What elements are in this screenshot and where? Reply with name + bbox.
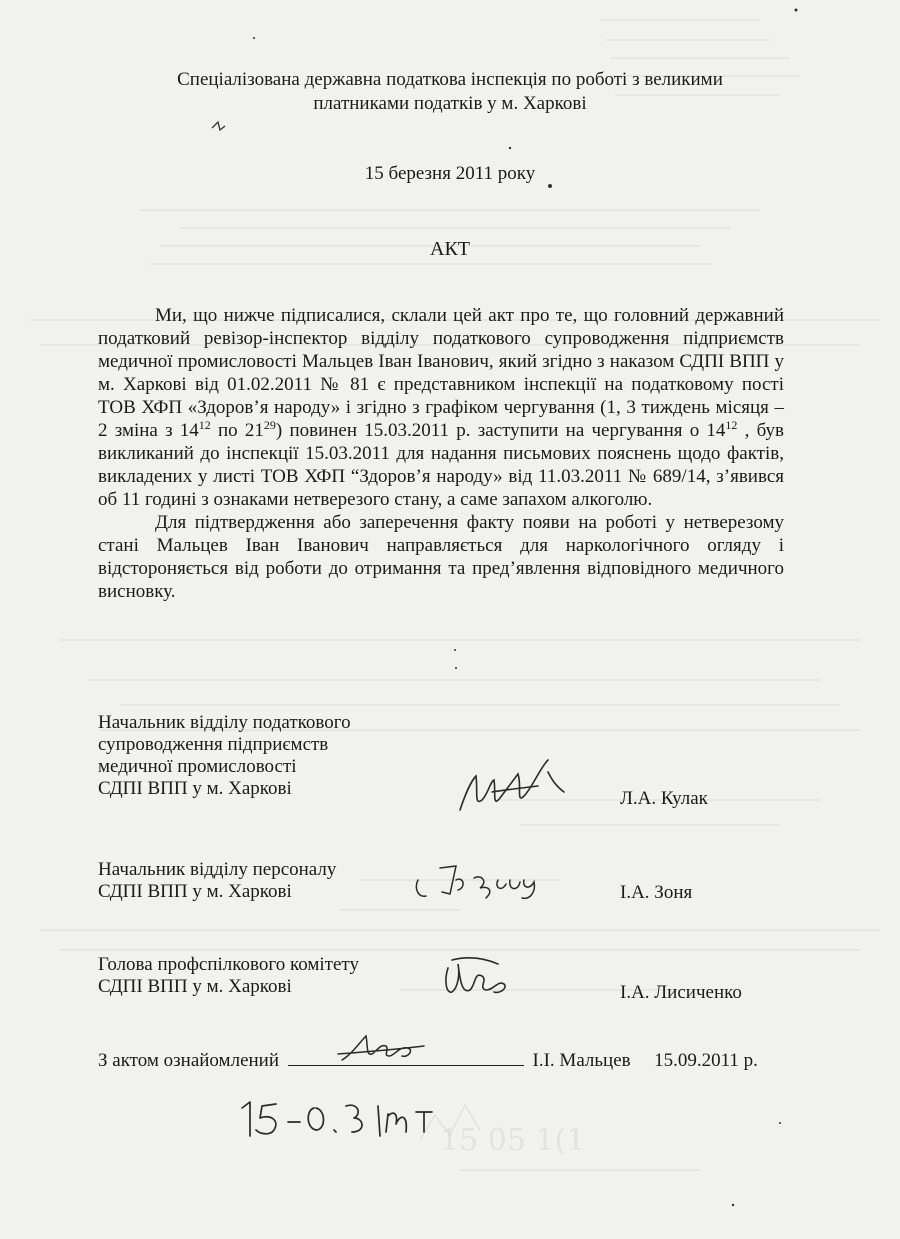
signatory-1-title bbox=[98, 712, 351, 800]
signatory-1-title-line: СДПІ ВПП у м. Харкові bbox=[98, 778, 292, 799]
body-p1-sup-3: 12 bbox=[725, 418, 738, 432]
signatory-3-name: І.А. Лисиченко bbox=[620, 982, 742, 1003]
body-p1-sup-1: 12 bbox=[198, 418, 211, 432]
act-body bbox=[98, 304, 784, 603]
signatory-2-title-line: СДПІ ВПП у м. Харкові bbox=[98, 881, 292, 902]
body-p1-part-a: Ми, що нижче підписалися, склали цей акт про те, що головний державний податковий ревізор-інспектор відділу податкового супроводження підприємств медичної промисловості Мальцев Іван Іванович, який згідно з наказом СДПІ ВПП у м. Харкові від 01.02.2011 № 81 є представником інспекції на податковому пості ТОВ ХФП «Здоров’я народу» і згідно з графіком чергування (1, 3 тиждень місяця – 2 зміна з 14 bbox=[98, 305, 784, 441]
acknowledgement-label: З актом ознайомлений bbox=[98, 1050, 280, 1071]
issuer-line-1: Спеціалізована державна податкова інспекція по роботі з великими bbox=[177, 69, 723, 90]
document-title: АКТ bbox=[430, 238, 470, 260]
signatory-1-title-line: медичної промисловості bbox=[98, 756, 297, 777]
signatory-2-title-line: Начальник відділу персоналу bbox=[98, 859, 337, 880]
body-p1-part-d: , був викликаний до інспекції 15.03.2011 для надання письмових пояснень щодо фактів, викладених у листі ТОВ ХФП “Здоров’я народу» від 11.03.2011 № 689/14, з’явився об 11 годині з ознаками нетверезого стану, а саме запахом алкоголю. bbox=[98, 420, 784, 510]
signature-1 bbox=[452, 752, 572, 822]
acknowledgement-date: 15.09.2011 р. bbox=[654, 1050, 758, 1071]
body-paragraph-2: Для підтвердження або заперечення факту появи на роботі у нетверезому стані Мальцев Іван Іванович направляється для наркологічного огляду і відстороняється від роботи до отримання та пред’явлення відповідного медичного висновку. bbox=[98, 512, 784, 602]
signatory-1-title-line: супроводження підприємств bbox=[98, 734, 329, 755]
body-p1-part-c: ) повинен 15.03.2011 р. заступити на чергування о 14 bbox=[275, 420, 726, 441]
signatory-3-title-line: СДПІ ВПП у м. Харкові bbox=[98, 976, 292, 997]
svg-text:15 05 1(1: 15 05 1(1 bbox=[440, 1123, 586, 1158]
signatory-1-name: Л.А. Кулак bbox=[620, 788, 708, 809]
body-paragraph-1 bbox=[98, 304, 784, 511]
issuer-header bbox=[0, 68, 900, 116]
body-p1-part-b: по 21 bbox=[210, 420, 264, 441]
signatory-1-title-line: Начальник відділу податкового bbox=[98, 712, 351, 733]
signatory-3-title-line: Голова профспілкового комітету bbox=[98, 954, 359, 975]
issuer-line-2: платниками податків у м. Харкові bbox=[313, 93, 587, 114]
signature-2 bbox=[410, 858, 550, 908]
document-date: 15 березня 2011 року bbox=[364, 163, 536, 184]
signatory-3-title bbox=[98, 954, 359, 998]
body-p1-sup-2: 29 bbox=[263, 418, 276, 432]
acknowledgement-name: І.І. Мальцев bbox=[532, 1050, 631, 1071]
signatory-2-name: І.А. Зоня bbox=[620, 882, 693, 903]
signatory-2-title bbox=[98, 859, 336, 903]
signature-acknowledgement bbox=[338, 1032, 428, 1066]
handwritten-date bbox=[236, 1092, 436, 1142]
signature-3 bbox=[438, 954, 518, 1006]
